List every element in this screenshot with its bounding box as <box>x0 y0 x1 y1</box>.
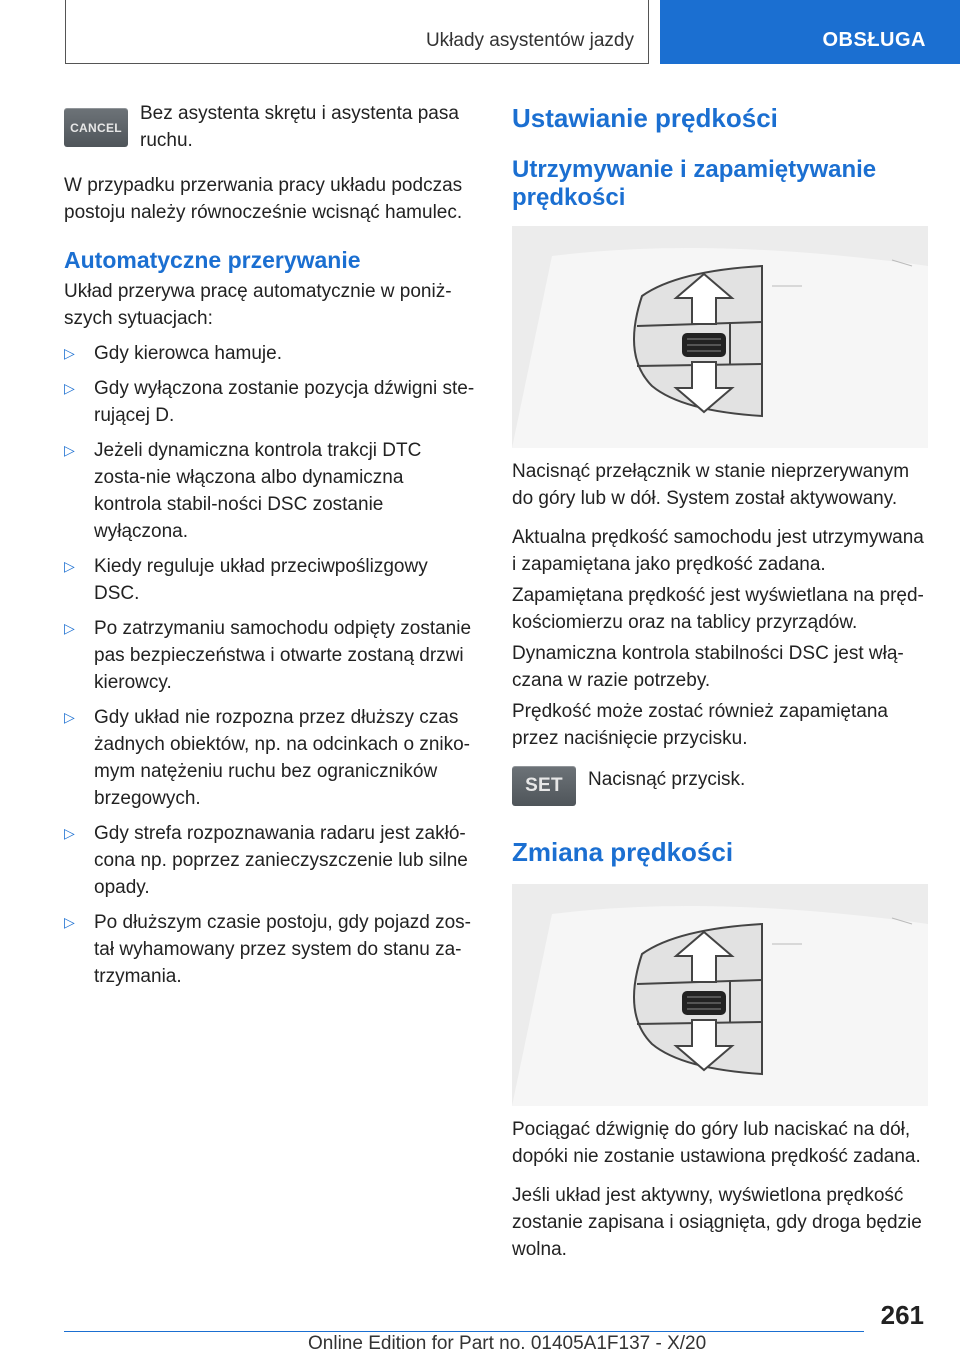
triangle-bullet-icon: ▷ <box>64 914 75 930</box>
heading-set-speed: Ustawianie prędkości <box>512 103 778 133</box>
cancel-description: Bez asystenta skrętu i asystenta pasa ruchu. <box>140 103 459 151</box>
triangle-bullet-icon: ▷ <box>64 620 75 636</box>
cancel-keycap-icon <box>64 108 128 147</box>
list-item: ▷ Gdy kierowca hamuje. <box>64 340 476 367</box>
triangle-bullet-icon: ▷ <box>64 442 75 458</box>
triangle-bullet-icon: ▷ <box>64 345 75 361</box>
steering-wheel-switch-image-1 <box>512 226 928 448</box>
right-column <box>512 100 928 1263</box>
active-system-paragraph: Jeśli układ jest aktywny, wyświetlona prędkość zostanie zapisana i osiągnięta, gdy droga będzie wolna. <box>512 1185 922 1260</box>
chapter-tab[interactable] <box>660 0 960 64</box>
set-keycap-icon <box>512 766 576 806</box>
triangle-bullet-icon: ▷ <box>64 825 75 841</box>
list-item: ▷ Jeżeli dynamiczna kontrola trakcji DTC zosta-nie włączona albo dynamiczna kontrola stabil-ności DSC zostanie wyłączona. <box>64 437 476 545</box>
display-paragraph: Zapamiętana prędkość jest wyświetlana na pręd-kościomierzu oraz na tablicy przyrządów. <box>512 585 924 633</box>
list-item: ▷ Gdy wyłączona zostanie pozycja dźwigni ste-rującej D. <box>64 375 476 429</box>
list-item: ▷ Gdy układ nie rozpozna przez dłuższy czas żadnych obiektów, np. na odcinkach o zniko-mym natężeniu ruchu bez ograniczników brzegowych. <box>64 704 476 812</box>
triangle-bullet-icon: ▷ <box>64 558 75 574</box>
interrupt-conditions-list <box>64 340 476 990</box>
triangle-bullet-icon: ▷ <box>64 709 75 725</box>
steering-wheel-switch-image-2 <box>512 884 928 1106</box>
steering-switch-illustration-icon <box>512 226 928 448</box>
dsc-paragraph: Dynamiczna kontrola stabilności DSC jest włą-czana w razie potrzeby. <box>512 643 904 691</box>
cancel-keycap-label: CANCEL <box>70 120 122 135</box>
steering-switch-illustration-icon <box>512 884 928 1106</box>
set-keycap-label: SET <box>525 775 563 796</box>
button-paragraph: Prędkość może zostać również zapamiętana przez naciśnięcie przycisku. <box>512 701 888 749</box>
cancel-button-row <box>64 100 476 160</box>
auto-intro-paragraph: Układ przerywa pracę automatycznie w poniż-szych sytuacjach: <box>64 281 452 329</box>
header-section-box <box>65 0 649 64</box>
page-number: 261 <box>880 1300 924 1330</box>
chapter-label: OBSŁUGA <box>822 29 926 51</box>
heading-maintain-speed: Utrzymywanie i zapamiętywanie prędkości <box>512 156 877 211</box>
list-item: ▷ Po dłuższym czasie postoju, gdy pojazd zos-tał wyhamowany przez system do stanu za-trzymania. <box>64 909 476 990</box>
left-column <box>64 100 476 998</box>
triangle-bullet-icon: ▷ <box>64 380 75 396</box>
press-switch-paragraph: Nacisnąć przełącznik w stanie nieprzerywanym do góry lub w dół. System został aktywowany. <box>512 461 910 509</box>
set-button-row <box>512 766 928 826</box>
current-speed-paragraph: Aktualna prędkość samochodu jest utrzymywana i zapamiętana jako prędkość zadana. <box>512 527 924 575</box>
list-item: ▷ Gdy strefa rozpoznawania radaru jest zakłó-cona np. poprzez zanieczyszczenie lub silne opady. <box>64 820 476 901</box>
list-item: ▷ Po zatrzymaniu samochodu odpięty zostanie pas bezpieczeństwa i otwarte zostaną drzwi kierowcy. <box>64 615 476 696</box>
list-item: ▷ Kiedy reguluje układ przeciwpoślizgowy DSC. <box>64 553 476 607</box>
footer-divider <box>64 1331 864 1332</box>
heading-automatic-interrupt: Automatyczne przerywanie <box>64 247 361 273</box>
pull-lever-paragraph: Pociągać dźwignię do góry lub naciskać na dół, dopóki nie zostanie ustawiona prędkość zadana. <box>512 1119 921 1167</box>
heading-change-speed: Zmiana prędkości <box>512 837 734 867</box>
section-title: Układy asystentów jazdy <box>425 30 634 51</box>
edition-footer: Online Edition for Part no. 01405A1F137 - X/20 <box>308 1333 707 1354</box>
brake-paragraph: W przypadku przerwania pracy układu podczas postoju należy równocześnie wcisnąć hamulec. <box>64 175 463 223</box>
set-description: Nacisnąć przycisk. <box>588 769 746 790</box>
